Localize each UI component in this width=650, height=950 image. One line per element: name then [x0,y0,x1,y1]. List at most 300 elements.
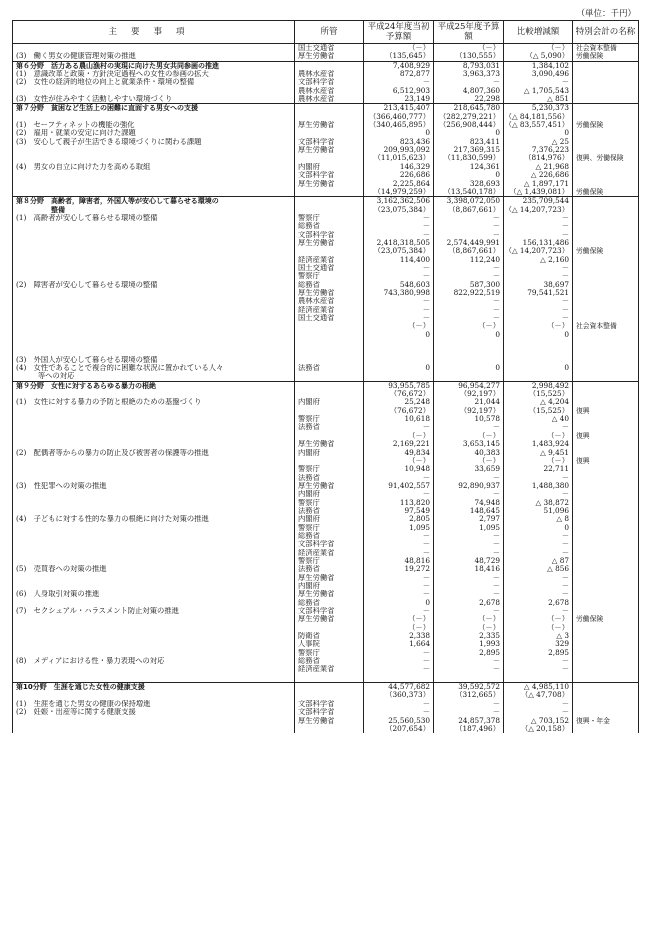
ministry-line: 総務省 [298,222,320,231]
item-line: (1) 生涯を通じた男女の健康の保持増進 [16,699,151,708]
item-cell [13,197,295,382]
diff-line: 51,096 [543,506,569,515]
item-line [13,322,294,330]
special-line [573,180,638,188]
item-line [13,549,294,557]
special-line: 労働保険 [576,121,604,130]
ministry-line [295,691,363,699]
item-line: 整備 [16,205,65,214]
fy25-cell [434,104,504,197]
item-line [13,256,294,264]
special-line [573,364,638,372]
special-line [573,70,638,78]
table-row [13,197,639,382]
diff-line: △ 9,451 [540,448,569,457]
fy24-line: － [422,263,430,272]
fy25-line: 74,948 [474,498,500,507]
table-row [13,683,639,734]
diff-line: （15,525） [528,406,569,415]
ministry-line [295,372,363,380]
item-line: 第10分野 生涯を通じた女性の健康支援 [16,683,145,692]
fy25-line: 18,416 [474,565,500,574]
special-line [573,138,638,146]
diff-line: － [561,213,569,222]
item-line: (3) 性犯罪への対策の推進 [16,481,107,490]
diff-line: （△ 14,207,723） [504,247,569,256]
ministry-line: 総務省 [298,657,320,666]
fy24-line: － [422,531,430,540]
item-line: (6) 人身取引対策の推進 [16,590,100,599]
header-special: 特別会計の名称 [573,21,639,44]
diff-line: 1,384,102 [531,61,569,70]
ministry-line: 厚生労働省 [298,440,335,449]
special-line [573,87,638,95]
fy24-line: 146,329 [399,162,430,171]
fy24-line: （360,373） [385,691,430,700]
diff-line: △ 851 [547,95,569,104]
fy25-line: 48,729 [474,556,500,565]
diff-line: － [561,699,569,708]
item-line: (1) 女性に対する暴力の予防と根絶のための基盤づくり [16,398,202,407]
item-cell [13,44,295,62]
item-line [13,188,294,196]
special-line [573,306,638,314]
ministry-line: 国土交通省 [298,263,335,272]
item-line [13,44,294,52]
fy24-line: （207,654） [385,724,430,733]
table-row [13,381,639,682]
special-line [573,206,638,214]
ministry-line: 法務省 [298,506,320,515]
fy24-line: 93,955,785 [388,381,430,390]
fy25-line: － [492,607,500,616]
special-cell [573,197,639,382]
item-line: (4) 男女の自立に向けた力を高める取組 [16,162,151,171]
ministry-line: 文部科学省 [298,137,335,146]
special-line [573,700,638,708]
special-line [573,515,638,523]
fy24-line: （－） [408,623,430,632]
fy25-line [434,356,503,364]
ministry-line: 厚生労働省 [298,615,335,624]
fy24-line [364,372,433,380]
fy25-line: － [492,222,500,231]
ministry-line: 警察庁 [298,648,320,657]
fy25-line: － [492,548,500,557]
special-line: 労働保険 [576,247,604,256]
ministry-cell [295,683,364,734]
diff-line: （15,525） [528,390,569,399]
item-line [13,524,294,532]
fy24-line: － [422,573,430,582]
item-line: 等への対応 [16,372,75,381]
ministry-line: 厚生労働省 [298,146,335,155]
special-line [573,104,638,112]
ministry-line: 経済産業省 [298,548,335,557]
ministry-cell [295,197,364,382]
special-line [573,607,638,615]
diff-line: 329 [555,640,569,649]
item-line: (1) 意識改革と政策・方針決定過程への女性の参画の拡大 [16,70,209,79]
diff-line [504,674,572,682]
fy24-line: － [422,213,430,222]
diff-line: 2,998,492 [531,381,569,390]
fy25-line [434,339,503,347]
ministry-line: 内閣府 [298,490,320,499]
fy24-line [364,674,433,682]
special-line [573,582,638,590]
fy25-line: （－） [478,44,500,52]
ministry-line: 国土交通省 [298,44,335,52]
special-line: 社会資本整備 [576,44,617,52]
special-line: 復興・年金 [576,716,610,725]
fy25-line: 10,578 [474,415,500,424]
fy24-line: （340,465,895） [368,121,430,130]
fy25-line: 2,574,449,991 [446,238,500,247]
diff-line [504,356,572,364]
diff-line: － [561,607,569,616]
ministry-line: 法務省 [298,565,320,574]
ministry-line: 法務省 [298,473,320,482]
fy25-line: （92,197） [459,390,500,399]
ministry-line [295,432,363,440]
item-cell [13,61,295,104]
diff-line: （－） [547,322,569,331]
diff-line: △ 3 [556,632,569,641]
fy24-line: （－） [408,615,430,624]
item-line: (2) 雇用・就業の安定に向けた課題 [16,129,136,138]
fy24-line: － [422,699,430,708]
header-fy24: 平成24年度当初予算額 [364,21,434,44]
item-line: (8) メディアにおける性・暴力表現への対応 [16,657,165,666]
ministry-line: 厚生労働省 [298,238,335,247]
special-line [573,557,638,565]
diff-line: （－） [547,44,569,52]
fy24-line: － [422,607,430,616]
special-line [573,540,638,548]
fy24-cell [364,683,434,734]
fy24-line: － [422,582,430,590]
item-line [13,615,294,623]
special-line: 労働保険 [576,615,604,624]
special-line [573,390,638,398]
ministry-line: 文部科学省 [298,540,335,549]
diff-line: － [561,305,569,314]
fy24-line: （14,979,259） [373,187,430,196]
special-line [573,398,638,406]
ministry-cell [295,61,364,104]
fy24-line: 872,877 [399,70,430,79]
ministry-line: 農林水産省 [298,95,335,104]
special-cell [573,61,639,104]
special-line [573,146,638,154]
unit-label: （単位：千円） [576,9,636,19]
fy25-line: 822,922,519 [453,288,500,297]
ministry-line [295,129,363,137]
diff-line: （－） [547,623,569,632]
fy25-line: － [492,657,500,666]
item-line [13,289,294,297]
special-line [573,171,638,179]
fy24-cell [364,197,434,382]
fy24-line: 44,577,682 [388,683,430,692]
diff-line: 79,541,521 [527,288,569,297]
diff-line: △ 4,204 [540,398,569,407]
ministry-line [295,407,363,415]
diff-line: － [561,490,569,499]
diff-line: 22,711 [543,465,569,474]
ministry-line: 厚生労働省 [298,52,335,61]
special-line [573,674,638,682]
diff-line: （814,976） [524,154,569,163]
fy25-line: － [492,531,500,540]
fy24-line: － [422,708,430,717]
fy24-line: 0 [425,364,430,373]
fy24-cell [364,61,434,104]
fy25-line: 21,044 [474,398,500,407]
item-cell [13,104,295,197]
diff-line: 0 [564,523,569,532]
item-line [13,691,294,699]
fy24-line: － [422,648,430,657]
fy24-line: 114,400 [399,255,430,264]
item-line [13,507,294,515]
fy24-line: 2,418,318,505 [376,238,430,247]
fy25-line: － [492,297,500,306]
diff-line: － [561,263,569,272]
fy24-line: － [422,540,430,549]
diff-line: 7,376,223 [531,146,569,155]
ministry-line: 法務省 [298,364,320,373]
diff-line: 2,678 [548,598,569,607]
fy24-line: （76,672） [389,406,430,415]
diff-line: （△ 47,708） [520,691,569,700]
fy25-line: 92,890,937 [458,481,500,490]
fy25-line: 2,895 [479,648,500,657]
diff-line: － [561,590,569,599]
special-line [573,197,638,205]
fy24-line: （366,460,777） [368,112,430,121]
ministry-line: 厚生労働省 [298,179,335,188]
item-line [13,347,294,355]
diff-line: 0 [564,129,569,138]
fy24-line: 49,834 [404,448,430,457]
fy24-line: （－） [408,456,430,465]
fy24-line: （23,075,384） [373,205,430,214]
diff-line: △ 2,160 [540,255,569,264]
item-line [13,674,294,682]
special-line [573,683,638,691]
fy25-line: 33,659 [474,465,500,474]
special-line [573,297,638,305]
ministry-cell [295,104,364,197]
fy24-line: （－） [408,322,430,331]
diff-line: （△ 5,090） [525,52,569,61]
item-line [13,339,294,347]
ministry-line: 文部科学省 [298,607,335,616]
item-line [13,180,294,188]
fy25-line: 218,645,780 [453,104,500,113]
ministry-line [295,339,363,347]
fy24-line: 823,436 [399,137,430,146]
fy25-cell [434,197,504,382]
special-line [573,691,638,699]
ministry-line: 農林水産省 [298,86,335,95]
ministry-line [295,624,363,632]
special-cell [573,104,639,197]
special-line [573,423,638,431]
header-fy25: 平成25年度予算額 [434,21,504,44]
special-line [573,708,638,716]
item-line [13,87,294,95]
item-line [13,171,294,179]
fy24-line: （23,075,384） [373,247,430,256]
ministry-line: 厚生労働省 [298,481,335,490]
diff-cell [504,61,573,104]
ministry-line [295,390,363,398]
special-line [573,599,638,607]
special-line [573,222,638,230]
fy25-line: 96,954,277 [458,381,500,390]
fy24-line: 1,095 [409,523,430,532]
fy24-line: － [422,222,430,231]
diff-line: － [561,423,569,432]
fy25-line: － [492,573,500,582]
diff-line: 38,697 [543,280,569,289]
fy25-line: （282,279,221） [438,112,500,121]
item-line: (3) 外国人が安心して暮らせる環境の整備 [16,355,158,364]
fy25-line: 24,857,378 [458,716,500,725]
fy24-line: － [422,297,430,306]
fy25-line: 1,095 [479,523,500,532]
ministry-line: 警察庁 [298,523,320,532]
item-line [13,624,294,632]
item-line [13,432,294,440]
fy25-line: 823,411 [469,137,500,146]
special-line [573,415,638,423]
fy24-line: 25,560,530 [388,716,430,725]
item-line: 第８分野 高齢者，障害者，外国人等が安心して暮らせる環境の [16,197,219,206]
special-line [573,95,638,103]
ministry-line [295,197,363,205]
special-line [573,239,638,247]
ministry-line: 厚生労働省 [298,288,335,297]
diff-line: － [561,297,569,306]
diff-cell [504,197,573,382]
ministry-line: 内閣府 [298,448,320,457]
diff-line: － [561,665,569,674]
diff-line: △ 226,686 [530,171,569,180]
fy24-line: 2,225,864 [392,179,430,188]
diff-line: 1,483,924 [531,440,569,449]
item-line [13,272,294,280]
fy25-line: 3,963,373 [462,70,500,79]
diff-line: （△ 83,557,451） [504,121,569,130]
fy25-line: （312,665） [455,691,500,700]
ministry-line [295,206,363,214]
ministry-line: 経済産業省 [298,255,335,264]
special-line [573,565,638,573]
special-line [573,632,638,640]
item-line [13,540,294,548]
fy25-line: － [492,314,500,322]
ministry-line: 警察庁 [298,556,320,565]
item-line: (4) 女性であることで複合的に困難な状況に置かれている人々 [16,364,224,373]
ministry-line [295,356,363,364]
fy25-line: － [492,78,500,87]
diff-line: △ 4,985,110 [523,683,569,692]
header-item: 主要事項 [13,21,295,44]
item-line: (2) 妊娠・出産等に関する健康支援 [16,708,136,717]
special-line [573,640,638,648]
table-row [13,104,639,197]
item-line [13,499,294,507]
fy25-line: － [492,213,500,222]
header-row [13,21,639,44]
fy25-line: － [492,590,500,599]
fy25-line: － [492,272,500,281]
fy24-line: 226,686 [399,171,430,180]
fy25-line: 0 [495,129,500,138]
fy25-line: － [492,305,500,314]
item-line [13,717,294,725]
fy25-line [434,372,503,380]
diff-line: － [561,78,569,87]
diff-line: （△ 20,158） [520,724,569,733]
fy25-line: 587,300 [469,280,500,289]
fy24-line: 2,338 [409,632,430,641]
fy24-line: 113,820 [399,498,430,507]
ministry-line [295,62,363,70]
item-line [13,297,294,305]
special-line [573,524,638,532]
fy24-line: － [422,272,430,281]
diff-line: 5,230,373 [531,104,569,113]
item-line [13,423,294,431]
fy24-line: － [422,230,430,239]
special-line [573,231,638,239]
diff-line: － [561,573,569,582]
fy24-line: 6,512,903 [392,86,430,95]
fy25-line: 1,993 [479,640,500,649]
ministry-line: 人事院 [298,640,320,649]
special-line: 復興 [576,456,590,465]
diff-line: － [561,531,569,540]
diff-line: （－） [547,431,569,440]
fy24-line: （11,015,623） [373,154,430,163]
item-line: (2) 障害者が安心して暮らせる環境の整備 [16,280,158,289]
ministry-line: 文部科学省 [298,78,335,87]
item-line: 第９分野 女性に対するあらゆる暴力の根絶 [16,381,156,390]
fy24-line [364,356,433,364]
special-line [573,331,638,339]
item-line: (3) 女性が住みやすく活動しやすい環境づくり [16,95,173,104]
fy25-line: － [492,708,500,717]
ministry-line: 厚生労働省 [298,590,335,599]
diff-line: － [561,473,569,482]
item-line: (2) 女性の経済的地位の向上と就業条件・環境の整備 [16,78,195,87]
ministry-cell [295,44,364,62]
fy25-cell [434,683,504,734]
fy25-line: （－） [478,322,500,331]
fy24-line: － [422,305,430,314]
fy25-line: － [492,263,500,272]
special-line [573,465,638,473]
diff-line: △ 1,705,543 [523,86,569,95]
special-line [573,574,638,582]
fy25-line: 39,592,572 [458,683,500,692]
diff-line: － [561,222,569,231]
